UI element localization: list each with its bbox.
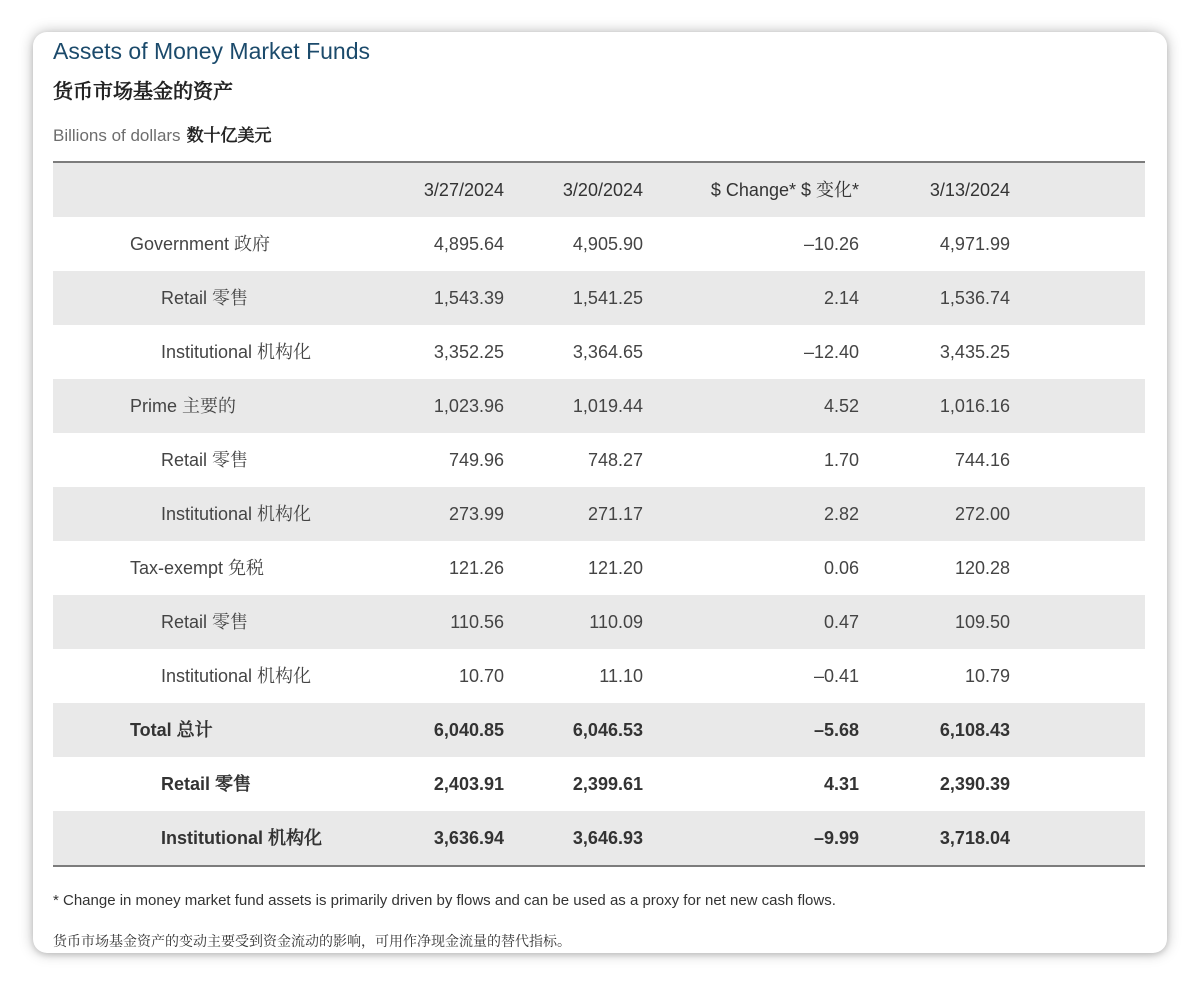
- value-3-27-2024: 110.56: [450, 612, 504, 632]
- value-change: –5.68: [813, 720, 859, 740]
- table-row: [53, 703, 1145, 757]
- row-label: Institutional 机构化: [161, 828, 322, 848]
- value-3-27-2024: 2,403.91: [433, 774, 504, 794]
- report-card: [33, 32, 1167, 953]
- value-3-20-2024: 4,905.90: [572, 234, 643, 254]
- footnote-zh: 货币市场基金资产的变动主要受到资金流动的影响，可用作净现金流量的替代指标。: [53, 933, 571, 949]
- assets-table: [53, 161, 1145, 867]
- footnote: * Change in money market fund assets is primarily driven by flows and can be used as a proxy for net new cash flows.: [53, 892, 836, 909]
- table-row: [53, 541, 1145, 595]
- value-3-20-2024: 121.20: [587, 558, 643, 578]
- value-change: 2.82: [823, 504, 859, 524]
- row-label: Retail 零售: [161, 288, 249, 308]
- value-3-27-2024: 121.26: [448, 558, 504, 578]
- value-3-27-2024: 4,895.64: [433, 234, 504, 254]
- column-header-change: $ Change* $ 变化*: [710, 180, 859, 200]
- table-row: [53, 433, 1145, 487]
- table-header-row: [53, 163, 1145, 217]
- value-change: 4.31: [823, 774, 859, 794]
- value-3-27-2024: 3,352.25: [433, 342, 504, 362]
- page-title: Assets of Money Market Funds: [53, 38, 371, 64]
- value-3-20-2024: 11.10: [599, 666, 643, 686]
- table-row: [53, 379, 1145, 433]
- row-label: Retail 零售: [161, 612, 249, 632]
- value-3-27-2024: 10.70: [458, 666, 504, 686]
- value-3-20-2024: 3,646.93: [572, 828, 643, 848]
- row-label: Prime 主要的: [130, 396, 237, 416]
- value-3-27-2024: 749.96: [448, 450, 504, 470]
- value-change: 1.70: [823, 450, 859, 470]
- table-row: [53, 649, 1145, 703]
- table-row: [53, 757, 1145, 811]
- column-header-3-20-2024: 3/20/2024: [562, 180, 643, 200]
- value-change: 2.14: [823, 288, 859, 308]
- value-change: 4.52: [823, 396, 859, 416]
- row-label: Institutional 机构化: [161, 666, 312, 686]
- value-change: –0.41: [813, 666, 859, 686]
- value-3-27-2024: 1,543.39: [433, 288, 504, 308]
- table-row: [53, 595, 1145, 649]
- value-3-13-2024: 120.28: [954, 558, 1010, 578]
- value-3-13-2024: 109.50: [954, 612, 1010, 632]
- value-3-20-2024: 1,019.44: [572, 396, 643, 416]
- value-3-20-2024: 110.09: [589, 612, 643, 632]
- page-title-zh: 货币市场基金的资产: [53, 81, 233, 103]
- value-3-20-2024: 748.27: [587, 450, 643, 470]
- value-3-20-2024: 6,046.53: [572, 720, 643, 740]
- row-label: Tax-exempt 免税: [130, 558, 265, 578]
- value-3-13-2024: 744.16: [954, 450, 1010, 470]
- units-caption: [53, 124, 272, 148]
- value-3-13-2024: 1,016.16: [939, 396, 1010, 416]
- value-3-13-2024: 3,718.04: [939, 828, 1010, 848]
- value-3-13-2024: 10.79: [964, 666, 1010, 686]
- value-3-13-2024: 6,108.43: [939, 720, 1010, 740]
- table-row: [53, 811, 1145, 865]
- value-3-13-2024: 1,536.74: [939, 288, 1010, 308]
- row-label: Institutional 机构化: [161, 342, 312, 362]
- value-change: –10.26: [803, 234, 859, 254]
- value-3-13-2024: 4,971.99: [939, 234, 1010, 254]
- table-row: [53, 271, 1145, 325]
- value-change: –12.40: [803, 342, 859, 362]
- value-3-27-2024: 273.99: [448, 504, 504, 524]
- value-3-13-2024: 2,390.39: [939, 774, 1010, 794]
- value-3-20-2024: 3,364.65: [572, 342, 643, 362]
- units-label-zh: 数十亿美元: [186, 126, 272, 145]
- units-label: Billions of dollars: [53, 126, 181, 145]
- value-change: 0.06: [823, 558, 859, 578]
- value-3-20-2024: 2,399.61: [572, 774, 643, 794]
- row-label: Government 政府: [130, 234, 271, 254]
- value-3-13-2024: 272.00: [954, 504, 1010, 524]
- table-row: [53, 325, 1145, 379]
- row-label: Retail 零售: [161, 450, 249, 470]
- table-body: [53, 217, 1145, 865]
- table-row: [53, 217, 1145, 271]
- value-3-27-2024: 6,040.85: [433, 720, 504, 740]
- value-3-20-2024: 271.17: [587, 504, 643, 524]
- column-header-3-13-2024: 3/13/2024: [929, 180, 1010, 200]
- value-3-27-2024: 1,023.96: [433, 396, 504, 416]
- value-change: –9.99: [813, 828, 859, 848]
- row-label: Retail 零售: [161, 774, 252, 794]
- value-3-20-2024: 1,541.25: [572, 288, 643, 308]
- row-label: Institutional 机构化: [161, 504, 312, 524]
- value-3-13-2024: 3,435.25: [939, 342, 1010, 362]
- value-3-27-2024: 3,636.94: [433, 828, 504, 848]
- row-label: Total 总计: [130, 720, 213, 740]
- column-header-3-27-2024: 3/27/2024: [423, 180, 504, 200]
- table-row: [53, 487, 1145, 541]
- value-change: 0.47: [823, 612, 859, 632]
